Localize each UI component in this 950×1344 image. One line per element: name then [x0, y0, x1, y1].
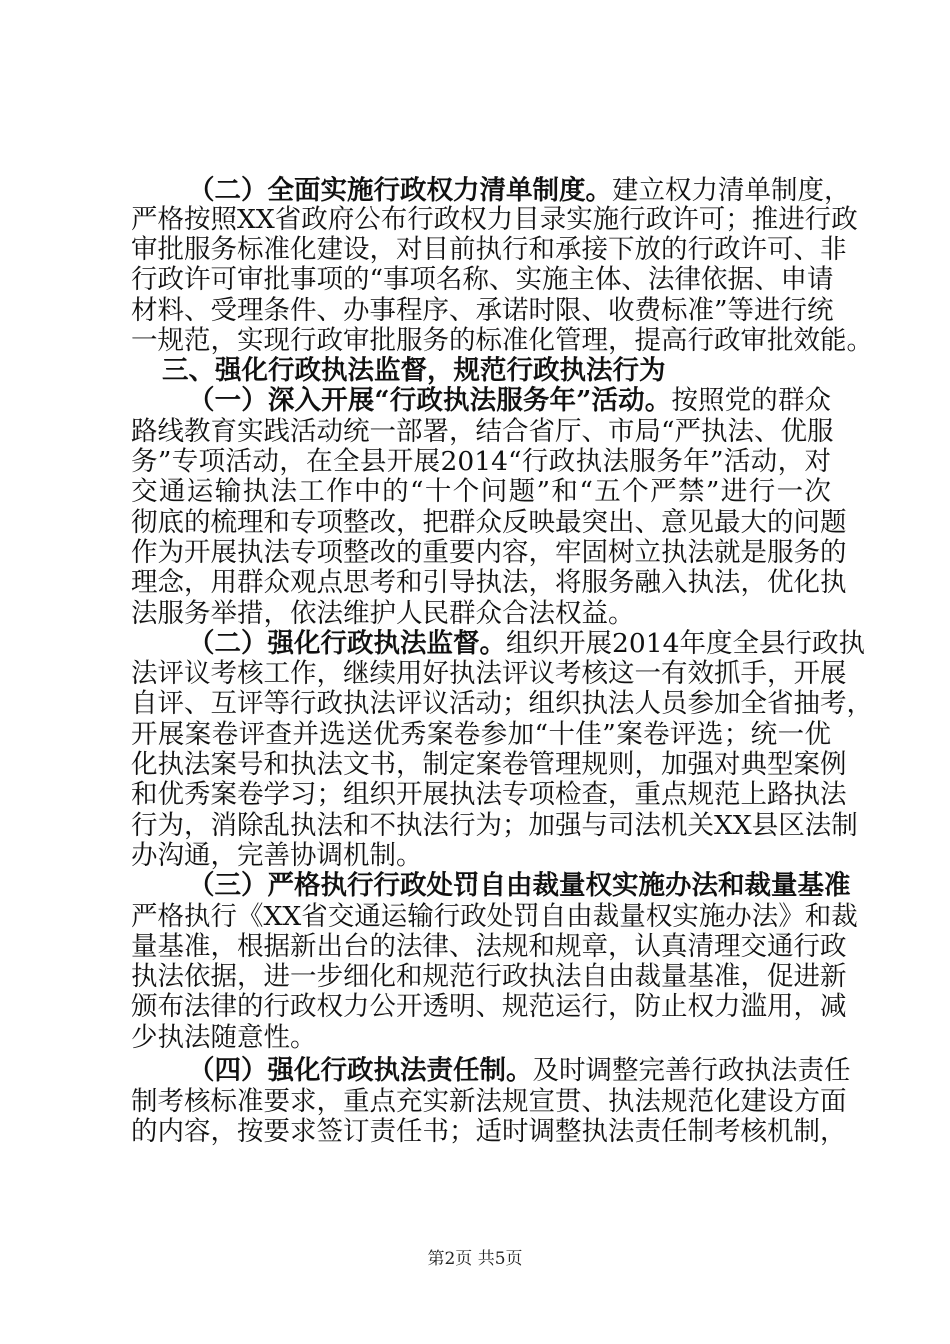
paragraph-line: 务”专项活动，在全县开展2014“行政执法服务年”活动，对	[131, 446, 831, 477]
paragraph-line: 量基准，根据新出台的法律、法规和规章，认真清理交通行政	[131, 931, 847, 962]
section-heading: 三、强化行政执法监督，规范行政执法行为	[162, 355, 666, 386]
paragraph-line: 交通运输执法工作中的“十个问题”和“五个严禁”进行一次	[131, 476, 831, 507]
body-text: 及时调整完善行政执法责任	[532, 1055, 851, 1086]
paragraph-line: 自评、互评等行政执法评议活动；组织执法人员参加全省抽考，	[131, 688, 873, 719]
subheading: （二）强化行政执法监督。	[188, 628, 506, 659]
paragraph-line	[188, 384, 831, 418]
page-footer: 第2页 共5页	[427, 1249, 523, 1269]
paragraph-line: 办沟通，完善协调机制。	[131, 840, 423, 871]
paragraph-line: 严格按照XX省政府公布行政权力目录实施行政许可；推进行政	[131, 204, 858, 235]
paragraph-line: 法评议考核工作，继续用好执法评议考核这一有效抓手，开展	[131, 658, 847, 689]
paragraph-line	[188, 1054, 851, 1088]
paragraph-line: 审批服务标准化建设，对目前执行和承接下放的行政许可、非	[131, 234, 847, 265]
paragraph-line: 行为，消除乱执法和不执法行为；加强与司法机关XX县区法制	[131, 810, 858, 841]
subheading: （一）深入开展“行政执法服务年”活动。	[188, 385, 672, 416]
paragraph-line: 和优秀案卷学习；组织开展执法专项检查，重点规范上路执法	[131, 779, 847, 810]
paragraph-line	[188, 627, 865, 661]
paragraph-line: 化执法案号和执法文书，制定案卷管理规则，加强对典型案例	[131, 749, 847, 780]
body-text: 按照党的群众	[671, 385, 831, 416]
paragraph-line: 制考核标准要求，重点充实新法规宣贯、执法规范化建设方面	[131, 1086, 847, 1117]
paragraph-line: 开展案卷评查并选送优秀案卷参加“十佳”案卷评选；统一优	[131, 719, 831, 750]
subheading: （三）严格执行行政处罚自由裁量权实施办法和裁量基准	[188, 870, 851, 901]
paragraph-line: 颁布法律的行政权力公开透明、规范运行，防止权力滥用，减	[131, 991, 847, 1022]
body-text: 组织开展2014年度全县行政执	[506, 628, 865, 659]
paragraph-line: 法服务举措，依法维护人民群众合法权益。	[131, 598, 635, 629]
body-text: 建立权力清单制度，	[612, 175, 851, 206]
paragraph-line: 路线教育实践活动统一部署，结合省厅、市局“严执法、优服	[131, 416, 834, 447]
paragraph-line: 严格执行《XX省交通运输行政处罚自由裁量权实施办法》和裁	[131, 901, 858, 932]
paragraph-line: 行政许可审批事项的“事项名称、实施主体、法律依据、申请	[131, 264, 834, 295]
paragraph-line: 作为开展执法专项整改的重要内容，牢固树立执法就是服务的	[131, 537, 847, 568]
paragraph-line: 的内容，按要求签订责任书；适时调整执法责任制考核机制，	[131, 1116, 847, 1147]
paragraph-line: 执法依据，进一步细化和规范行政执法自由裁量基准，促进新	[131, 961, 847, 992]
paragraph-line: 少执法随意性。	[131, 1022, 317, 1053]
paragraph-line: 材料、受理条件、办事程序、承诺时限、收费标准”等进行统	[131, 295, 834, 326]
paragraph-line: 彻底的梳理和专项整改，把群众反映最突出、意见最大的问题	[131, 507, 847, 538]
subheading: （四）强化行政执法责任制。	[188, 1055, 533, 1086]
subheading: （二）全面实施行政权力清单制度。	[188, 175, 612, 206]
paragraph-line: 一规范，实现行政审批服务的标准化管理，提高行政审批效能。	[131, 325, 873, 356]
paragraph-line: 理念，用群众观点思考和引导执法，将服务融入执法，优化执	[131, 567, 847, 598]
